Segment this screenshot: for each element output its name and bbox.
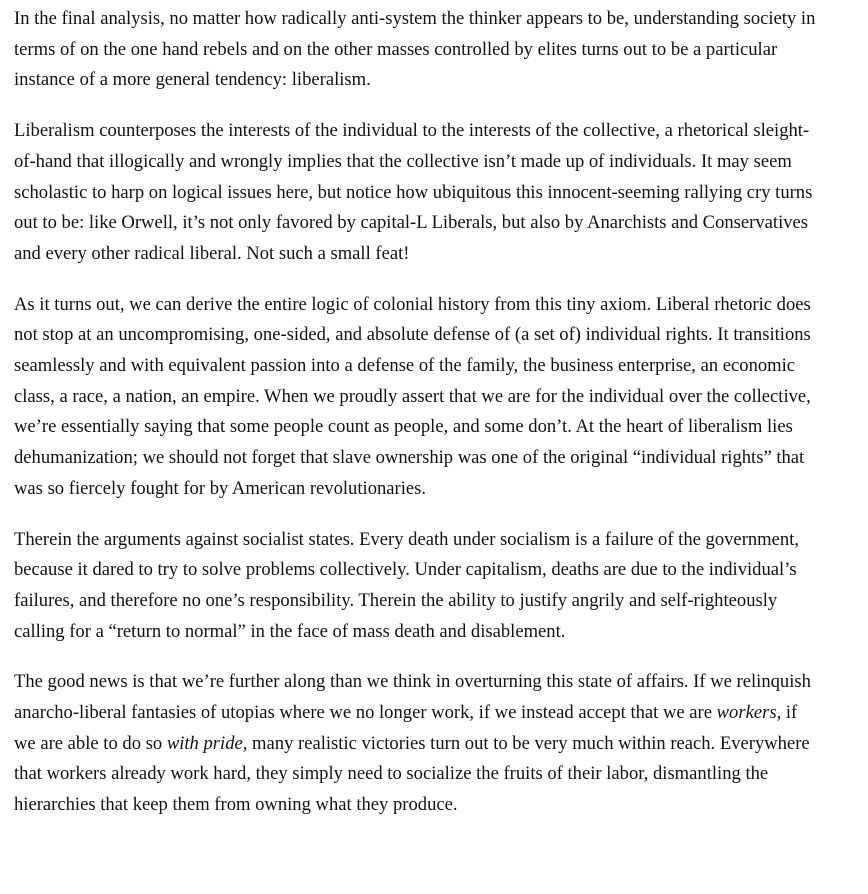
paragraph-4: Therein the arguments against socialist states. Every death under socialism is a failure of the government, because it dared to try to solve problems collectively. Under capitalism, deaths are due to the individual’s failures, and therefore no one’s responsibility. Therein the ability to justify angrily and self-righteously calling for a “return to normal” in the face of mass death and disablement. <box>14 528 800 642</box>
paragraph-3: As it turns out, we can derive the entire logic of colonial history from this tiny axiom. Liberal rhetoric does not stop at an uncompromising, one-sided, and absolute defense of (a set of) individual rights. It transitions seamlessly and with equivalent passion into a defense of the family, the business enterprise, an economic class, a race, a nation, an empire. When we proudly assert that we are for the individual over the collective, we’re essentially saying that some people count as people, and some don’t. At the heart of liberalism lies dehumanization; we should not forget that slave ownership was one of the original “individual rights” that was so fiercely fought for by American revolutionaries. <box>14 293 811 499</box>
paragraph-5-text-3: many realistic victories turn out to be very much within reach. Everywhere that workers already work hard, they simply need to socialize the fruits of their labor, dismantling the hierarchies that keep them from owning what they produce. <box>14 732 810 816</box>
paragraph-5-text-1: The good news is that we’re further along than we think in overturning this state of affairs. If we relinquish anarcho-liberal fantasies of utopias where we no longer work, if we instead accept that we are <box>14 671 811 724</box>
paragraph-1: In the final analysis, no matter how radically anti-system the thinker appears to be, understanding society in terms of on the one hand rebels and on the other masses controlled by elites turns out to be a particular instance of a more general tendency: liberalism. <box>14 8 816 91</box>
paragraph-5 <box>14 667 822 821</box>
paragraph-5-text-2: if we are able to do so <box>14 702 798 754</box>
emphasis-with-pride: with pride, <box>166 732 248 754</box>
paragraph-2: Liberalism counterposes the interests of the individual to the interests of the collective, a rhetorical sleight-of-hand that illogically and wrongly implies that the collective isn’t made up of individuals. It may seem scholastic to harp on logical issues here, but notice how ubiquitous this innocent-seeming rallying cry turns out to be: like Orwell, it’s not only favored by capital-L Liberals, but also by Anarchists and Conservatives and every other radical liberal. Not such a small feat! <box>14 120 813 264</box>
emphasis-workers: workers, <box>716 702 782 724</box>
article-body <box>14 4 822 841</box>
